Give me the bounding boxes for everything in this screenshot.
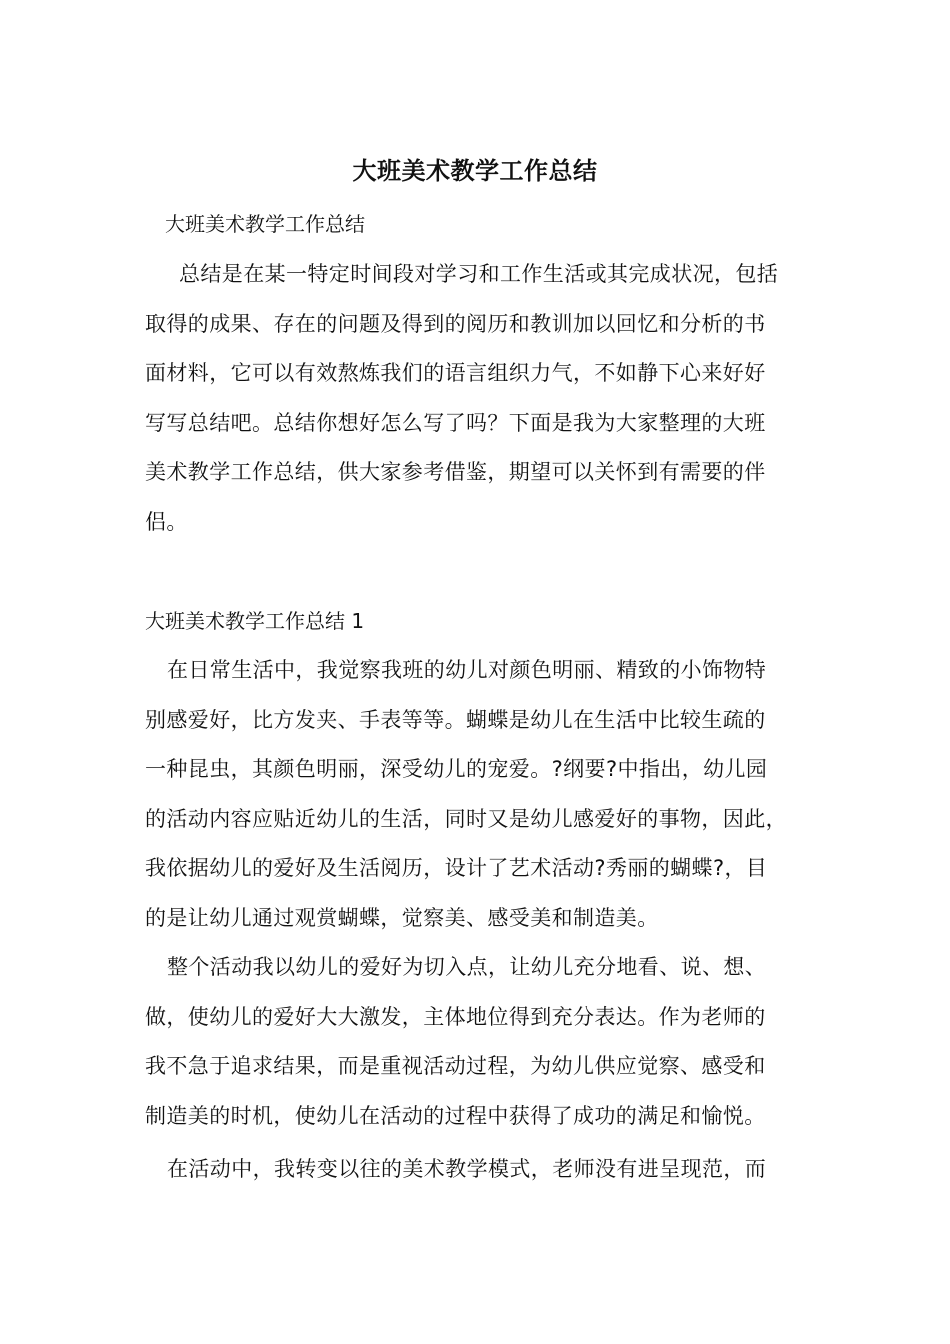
intro-line: 取得的成果、存在的问题及得到的阅历和教训加以回忆和分析的书	[145, 311, 766, 336]
paragraph-1	[145, 646, 825, 943]
paragraph-line: 的活动内容应贴近幼儿的生活，同时又是幼儿感爱好的事物，因此，	[145, 806, 787, 831]
paragraph-line: 我不急于追求结果，而是重视活动过程，为幼儿供应觉察、感受和	[145, 1054, 766, 1078]
paragraph-line: 制造美的时机，使幼儿在活动的过程中获得了成功的满足和愉悦。	[145, 1103, 766, 1128]
paragraph-line: 整个活动我以幼儿的爱好为切入点，让幼儿充分地看、说、想、	[167, 955, 767, 979]
intro-line: 写写总结吧。总结你想好怎么写了吗？下面是我为大家整理的大班	[145, 410, 766, 435]
intro-paragraph	[145, 250, 825, 547]
paragraph-line: 我依据幼儿的爱好及生活阅历，设计了艺术活动?秀丽的蝴蝶?，目	[145, 856, 768, 880]
document-title: 大班美术教学工作总结	[352, 157, 598, 185]
intro-line: 侣。	[145, 509, 188, 534]
paragraph-line: 在活动中，我转变以往的美术教学模式，老师没有进呈现范，而	[167, 1157, 767, 1181]
paragraph-line: 做，使幼儿的爱好大大激发，主体地位得到充分表达。作为老师的	[145, 1004, 766, 1029]
intro-line: 总结是在某一特定时间段对学习和工作生活或其完成状况，包括	[179, 262, 779, 286]
section-heading: 大班美术教学工作总结 1	[145, 609, 365, 633]
document-subtitle: 大班美术教学工作总结	[165, 212, 365, 236]
paragraph-line: 一种昆虫，其颜色明丽，深受幼儿的宠爱。?纲要?中指出，幼儿园	[145, 757, 768, 781]
paragraph-line: 的是让幼儿通过观赏蝴蝶，觉察美、感受美和制造美。	[145, 905, 659, 930]
intro-line: 美术教学工作总结，供大家参考借鉴，期望可以关怀到有需要的伴	[145, 460, 766, 484]
paragraph-line: 别感爱好，比方发夹、手表等等。蝴蝶是幼儿在生活中比较生疏的	[145, 707, 766, 732]
paragraph-2	[145, 943, 825, 1141]
paragraph-line: 在日常生活中，我觉察我班的幼儿对颜色明丽、精致的小饰物特	[167, 658, 767, 682]
paragraph-3	[145, 1145, 825, 1195]
intro-line: 面材料，它可以有效熬炼我们的语言组织力气，不如静下心来好好	[145, 361, 766, 385]
